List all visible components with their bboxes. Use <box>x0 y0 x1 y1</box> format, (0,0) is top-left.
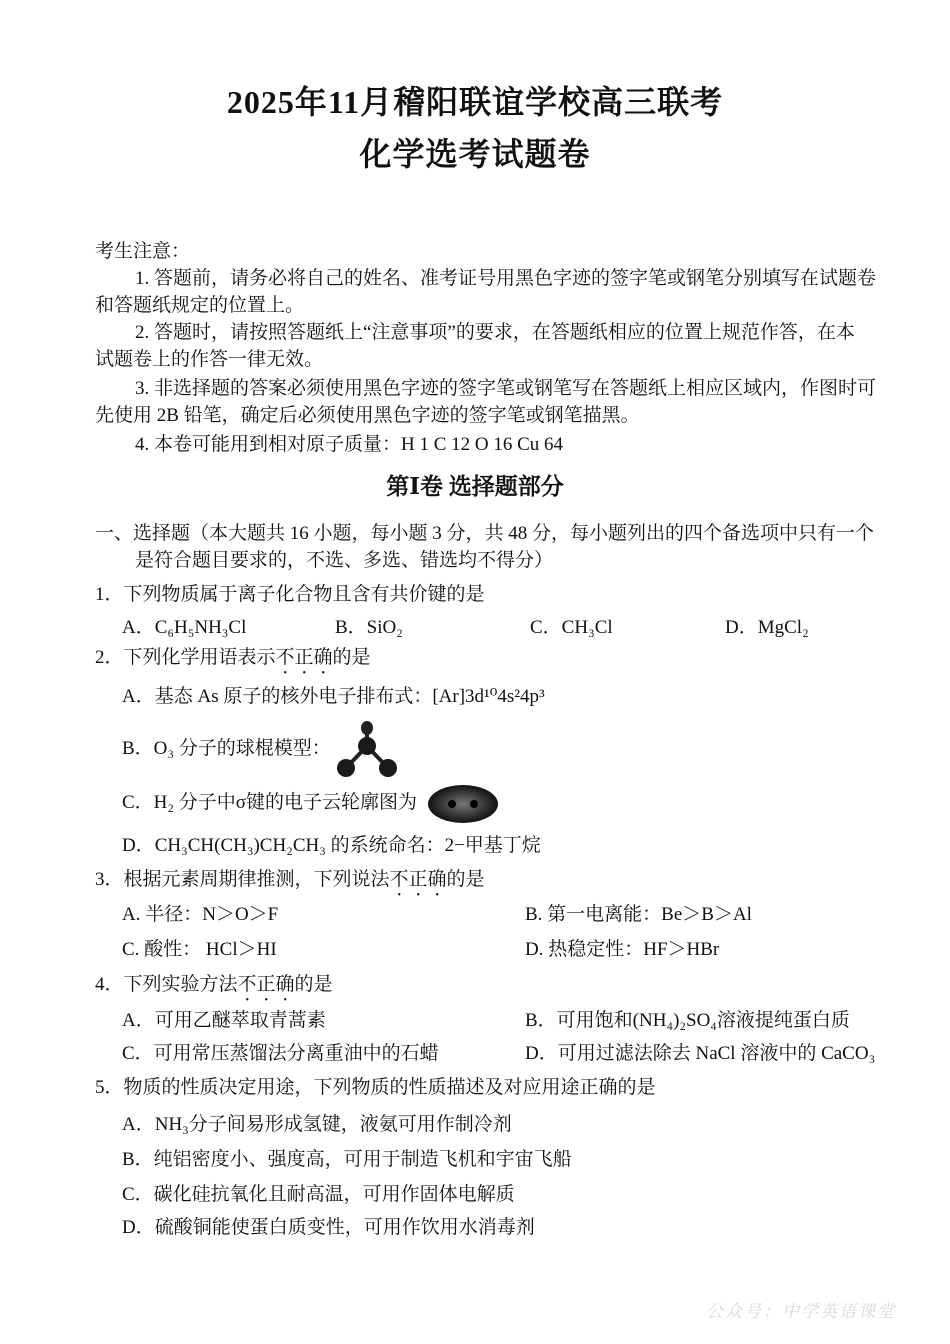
q5-option-b: B．纯铝密度小、强度高，可用于制造飞机和宇宙飞船 <box>122 1149 572 1170</box>
question-2-stem <box>95 646 371 679</box>
q3-option-d: D. 热稳定性：HF＞HBr <box>525 939 720 960</box>
question-4-stem <box>95 973 333 1006</box>
q1-option-a: A．C₆H₅NH₃Cl <box>122 617 247 638</box>
stem-emphasis: 不正确 <box>275 647 333 668</box>
question-1-stem: 1．下列物质属于离子化合物且含有共价键的是 <box>95 584 485 605</box>
stem-text: 2．下列化学用语表示 <box>95 647 276 668</box>
question-5-stem: 5．物质的性质决定用途，下列物质的性质描述及对应用途正确的是 <box>95 1077 656 1098</box>
stem-text: 的是 <box>446 869 485 890</box>
notice-item-3: 3. 非选择题的答案必须使用黑色字迹的签字笔或钢笔写在答题纸上相应区域内，作图时可 <box>135 378 877 399</box>
stem-emphasis: 不正确 <box>389 869 447 890</box>
q2-option-a: A．基态 As 原子的核外电子排布式：[Ar]3d¹⁰4s²4p³ <box>122 686 545 707</box>
notice-item-2: 2. 答题时，请按照答题纸上“注意事项”的要求，在答题纸相应的位置上规范作答，在本 <box>135 322 855 343</box>
q5-option-d: D．硫酸铜能使蛋白质变性，可用作饮用水消毒剂 <box>122 1217 535 1238</box>
q4-option-a: A．可用乙醚萃取青蒿素 <box>122 1010 326 1031</box>
section-intro: 一、选择题（本大题共 16 小题，每小题 3 分，共 48 分，每小题列出的四个备选项中只有一个 <box>95 523 875 544</box>
q4-option-d: D．可用过滤法除去 NaCl 溶液中的 CaCO₃ <box>525 1043 876 1064</box>
q5-option-a: A．NH₃分子间易形成氢键，液氨可用作制冷剂 <box>122 1114 512 1135</box>
q3-option-a: A. 半径：N＞O＞F <box>122 904 279 925</box>
o3-ball-stick-model-image <box>332 718 402 780</box>
section-intro-cont: 是符合题目要求的，不选、多选、错选均不得分） <box>135 550 554 571</box>
exam-title: 2025年11月稽阳联谊学校高三联考 <box>226 84 724 120</box>
stem-text: 4．下列实验方法 <box>95 974 238 995</box>
q3-option-c: C. 酸性： HCl＞HI <box>122 939 277 960</box>
q3-option-b: B. 第一电离能：Be＞B＞Al <box>525 904 752 925</box>
q1-option-c: C．CH₃Cl <box>530 617 613 638</box>
q2-option-c: C．H₂ 分子中σ键的电子云轮廓图为 <box>122 792 418 813</box>
q5-option-c: C．碳化硅抗氧化且耐高温，可用作固体电解质 <box>122 1184 515 1205</box>
notice-item-4: 4. 本卷可能用到相对原子质量：H 1 C 12 O 16 Cu 64 <box>135 434 564 455</box>
watermark: 公众号：中学英语课堂 <box>706 1302 896 1321</box>
q1-option-b: B．SiO₂ <box>335 617 403 638</box>
stem-text: 的是 <box>294 974 333 995</box>
notice-item-3-cont: 先使用 2B 铅笔，确定后必须使用黑色字迹的签字笔或钢笔描黑。 <box>95 405 640 426</box>
stem-text: 的是 <box>332 647 371 668</box>
section-title: 第Ⅰ卷 选择题部分 <box>386 474 564 499</box>
stem-emphasis: 不正确 <box>237 974 295 995</box>
notice-heading: 考生注意： <box>95 241 191 262</box>
q2-option-d: D．CH₃CH(CH₃)CH₂CH₃ 的系统命名：2−甲基丁烷 <box>122 835 541 856</box>
q2-option-b: B．O₃ 分子的球棍模型： <box>122 738 331 759</box>
q1-option-d: D．MgCl₂ <box>725 617 809 638</box>
notice-item-1-cont: 和答题纸规定的位置上。 <box>95 295 305 316</box>
q4-option-b: B．可用饱和(NH₄)₂SO₄溶液提纯蛋白质 <box>525 1010 850 1031</box>
stem-text: 3．根据元素周期律推测，下列说法 <box>95 869 390 890</box>
question-3-stem <box>95 868 485 901</box>
notice-item-2-cont: 试题卷上的作答一律无效。 <box>95 349 324 370</box>
notice-item-1: 1. 答题前，请务必将自己的姓名、准考证号用黑色字迹的签字笔或钢笔分别填写在试题卷 <box>135 268 877 289</box>
q4-option-c: C．可用常压蒸馏法分离重油中的石蜡 <box>122 1043 439 1064</box>
sigma-bond-electron-cloud-image <box>426 783 500 825</box>
exam-subtitle: 化学选考试题卷 <box>359 136 591 172</box>
